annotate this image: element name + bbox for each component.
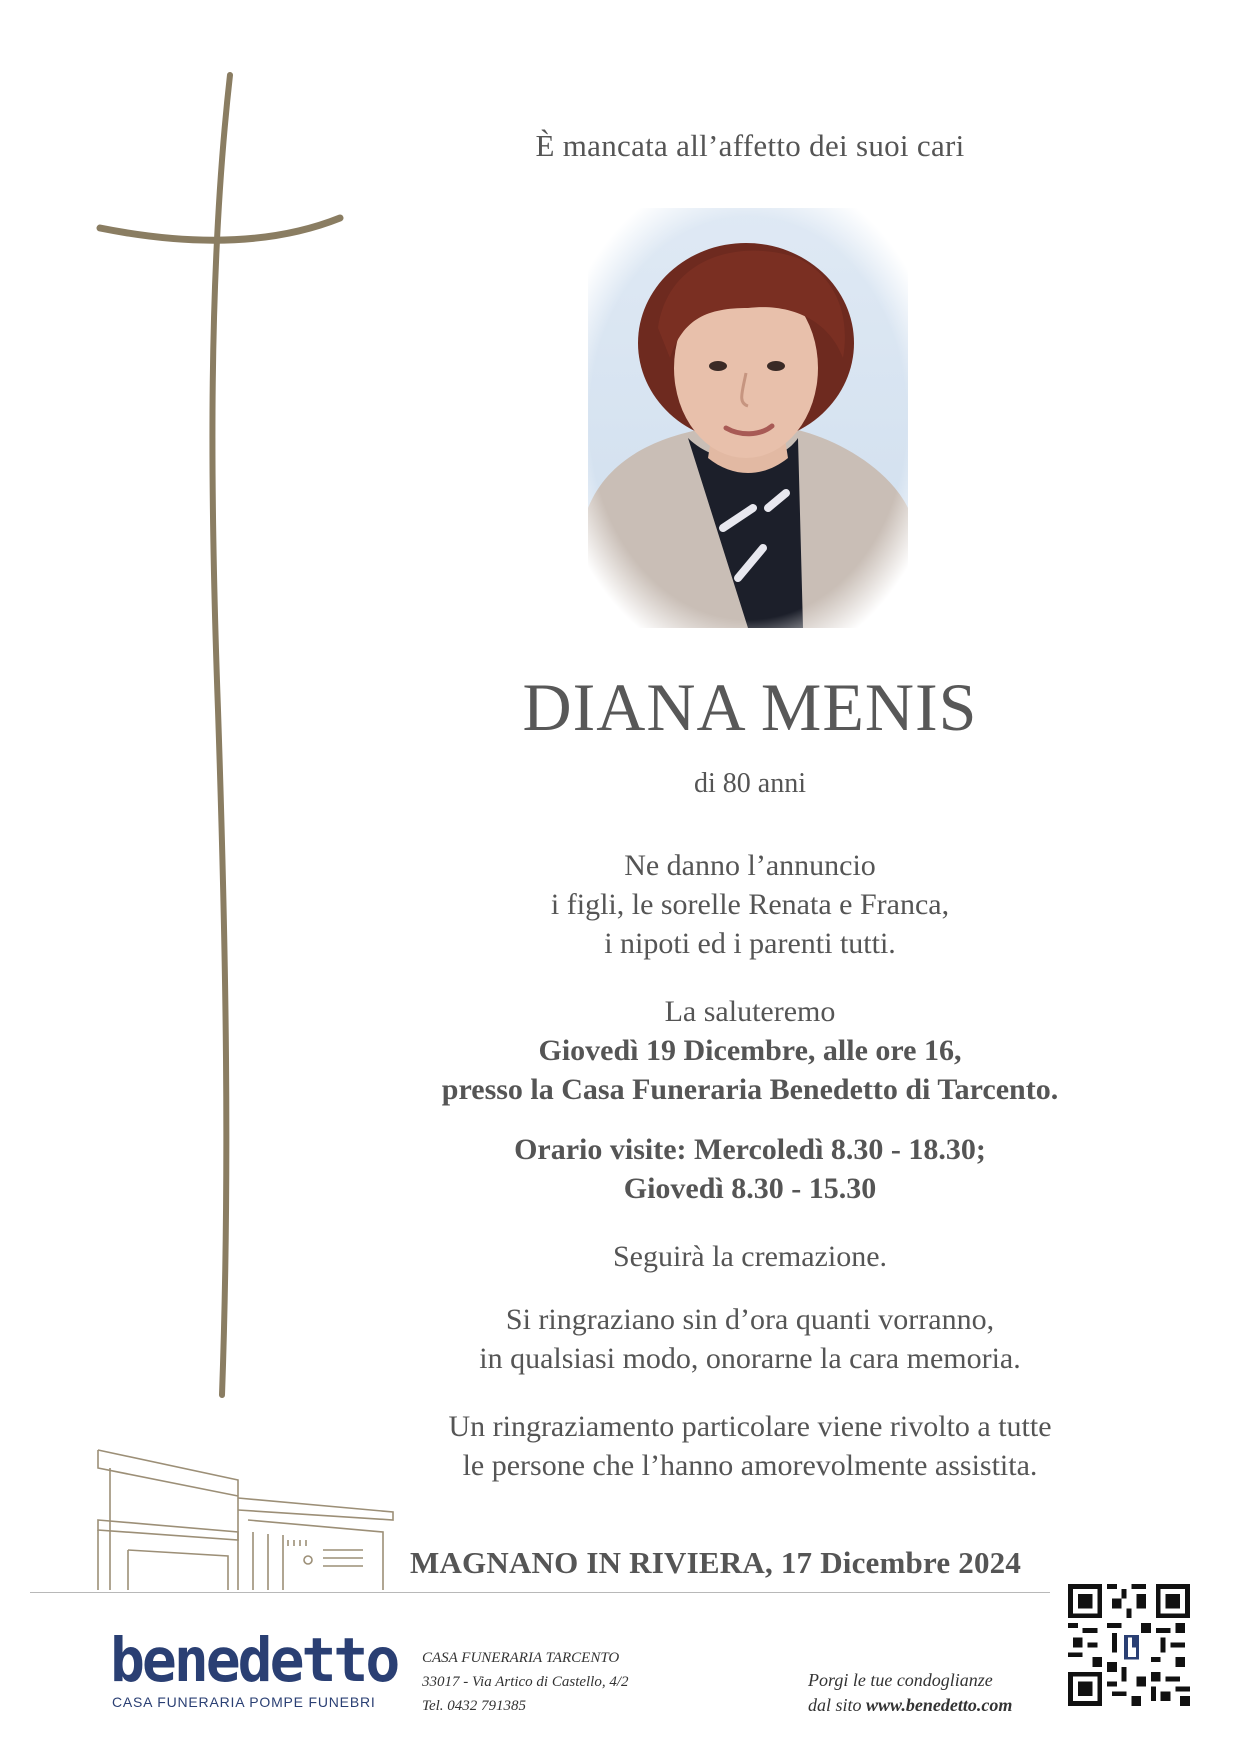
farewell-date: Giovedì 19 Dicembre, alle ore 16, [538,1034,962,1067]
website-link[interactable]: www.benedetto.com [866,1695,1013,1715]
farewell-intro: La saluteremo [664,995,836,1028]
address-line: Tel. 0432 791385 [422,1698,527,1714]
thanks-line: Si ringraziano sin d’ora quanti vorranno, [505,1303,995,1336]
special-thanks-line: le persone che l’hanno amorevolmente assistita. [462,1449,1038,1482]
visits-block [370,1130,1130,1208]
qr-code-icon[interactable] [1068,1584,1190,1706]
announcement-line: i figli, le sorelle Renata e Franca, [550,888,950,921]
brand-subtitle: CASA FUNERARIA POMPE FUNEBRI [112,1694,376,1710]
condolences-line: Porgi le tue condoglianze [808,1670,993,1690]
announcement-line: Ne danno l’annuncio [624,849,876,882]
farewell-block [370,992,1130,1109]
visits-line: Orario visite: Mercoledì 8.30 - 18.30; [514,1133,986,1166]
address-line: 33017 - Via Artico di Castello, 4/2 [422,1674,629,1690]
special-thanks-block [370,1407,1130,1485]
deceased-age: di 80 anni [694,768,806,799]
visits-line: Giovedì 8.30 - 15.30 [623,1172,877,1205]
cross-icon [90,70,350,1400]
place-date: MAGNANO IN RIVIERA, 17 Dicembre 2024 [410,1545,1022,1580]
farewell-location: presso la Casa Funeraria Benedetto di Tarcento. [441,1073,1059,1106]
building-illustration [88,1440,408,1600]
special-thanks-line: Un ringraziamento particolare viene rivolto a tutte [448,1410,1052,1443]
deceased-name: DIANA MENIS [522,669,978,745]
thanks-block [370,1300,1130,1378]
address-line: CASA FUNERARIA TARCENTO [422,1650,620,1666]
address-block [422,1646,629,1718]
brand-logo: benedetto [110,1624,398,1696]
announcement-line: i nipoti ed i parenti tutti. [604,927,896,960]
cremation-text: Seguirà la cremazione. [612,1240,888,1273]
condolences-prefix: dal sito [808,1695,867,1715]
announcement-block [370,846,1130,963]
intro-text: È mancata all’affetto dei suoi cari [535,128,965,163]
portrait-photo [588,208,908,628]
thanks-line: in qualsiasi modo, onorarne la cara memoria. [479,1342,1021,1375]
condolences-block [808,1668,1012,1718]
footer-divider [30,1592,1050,1593]
